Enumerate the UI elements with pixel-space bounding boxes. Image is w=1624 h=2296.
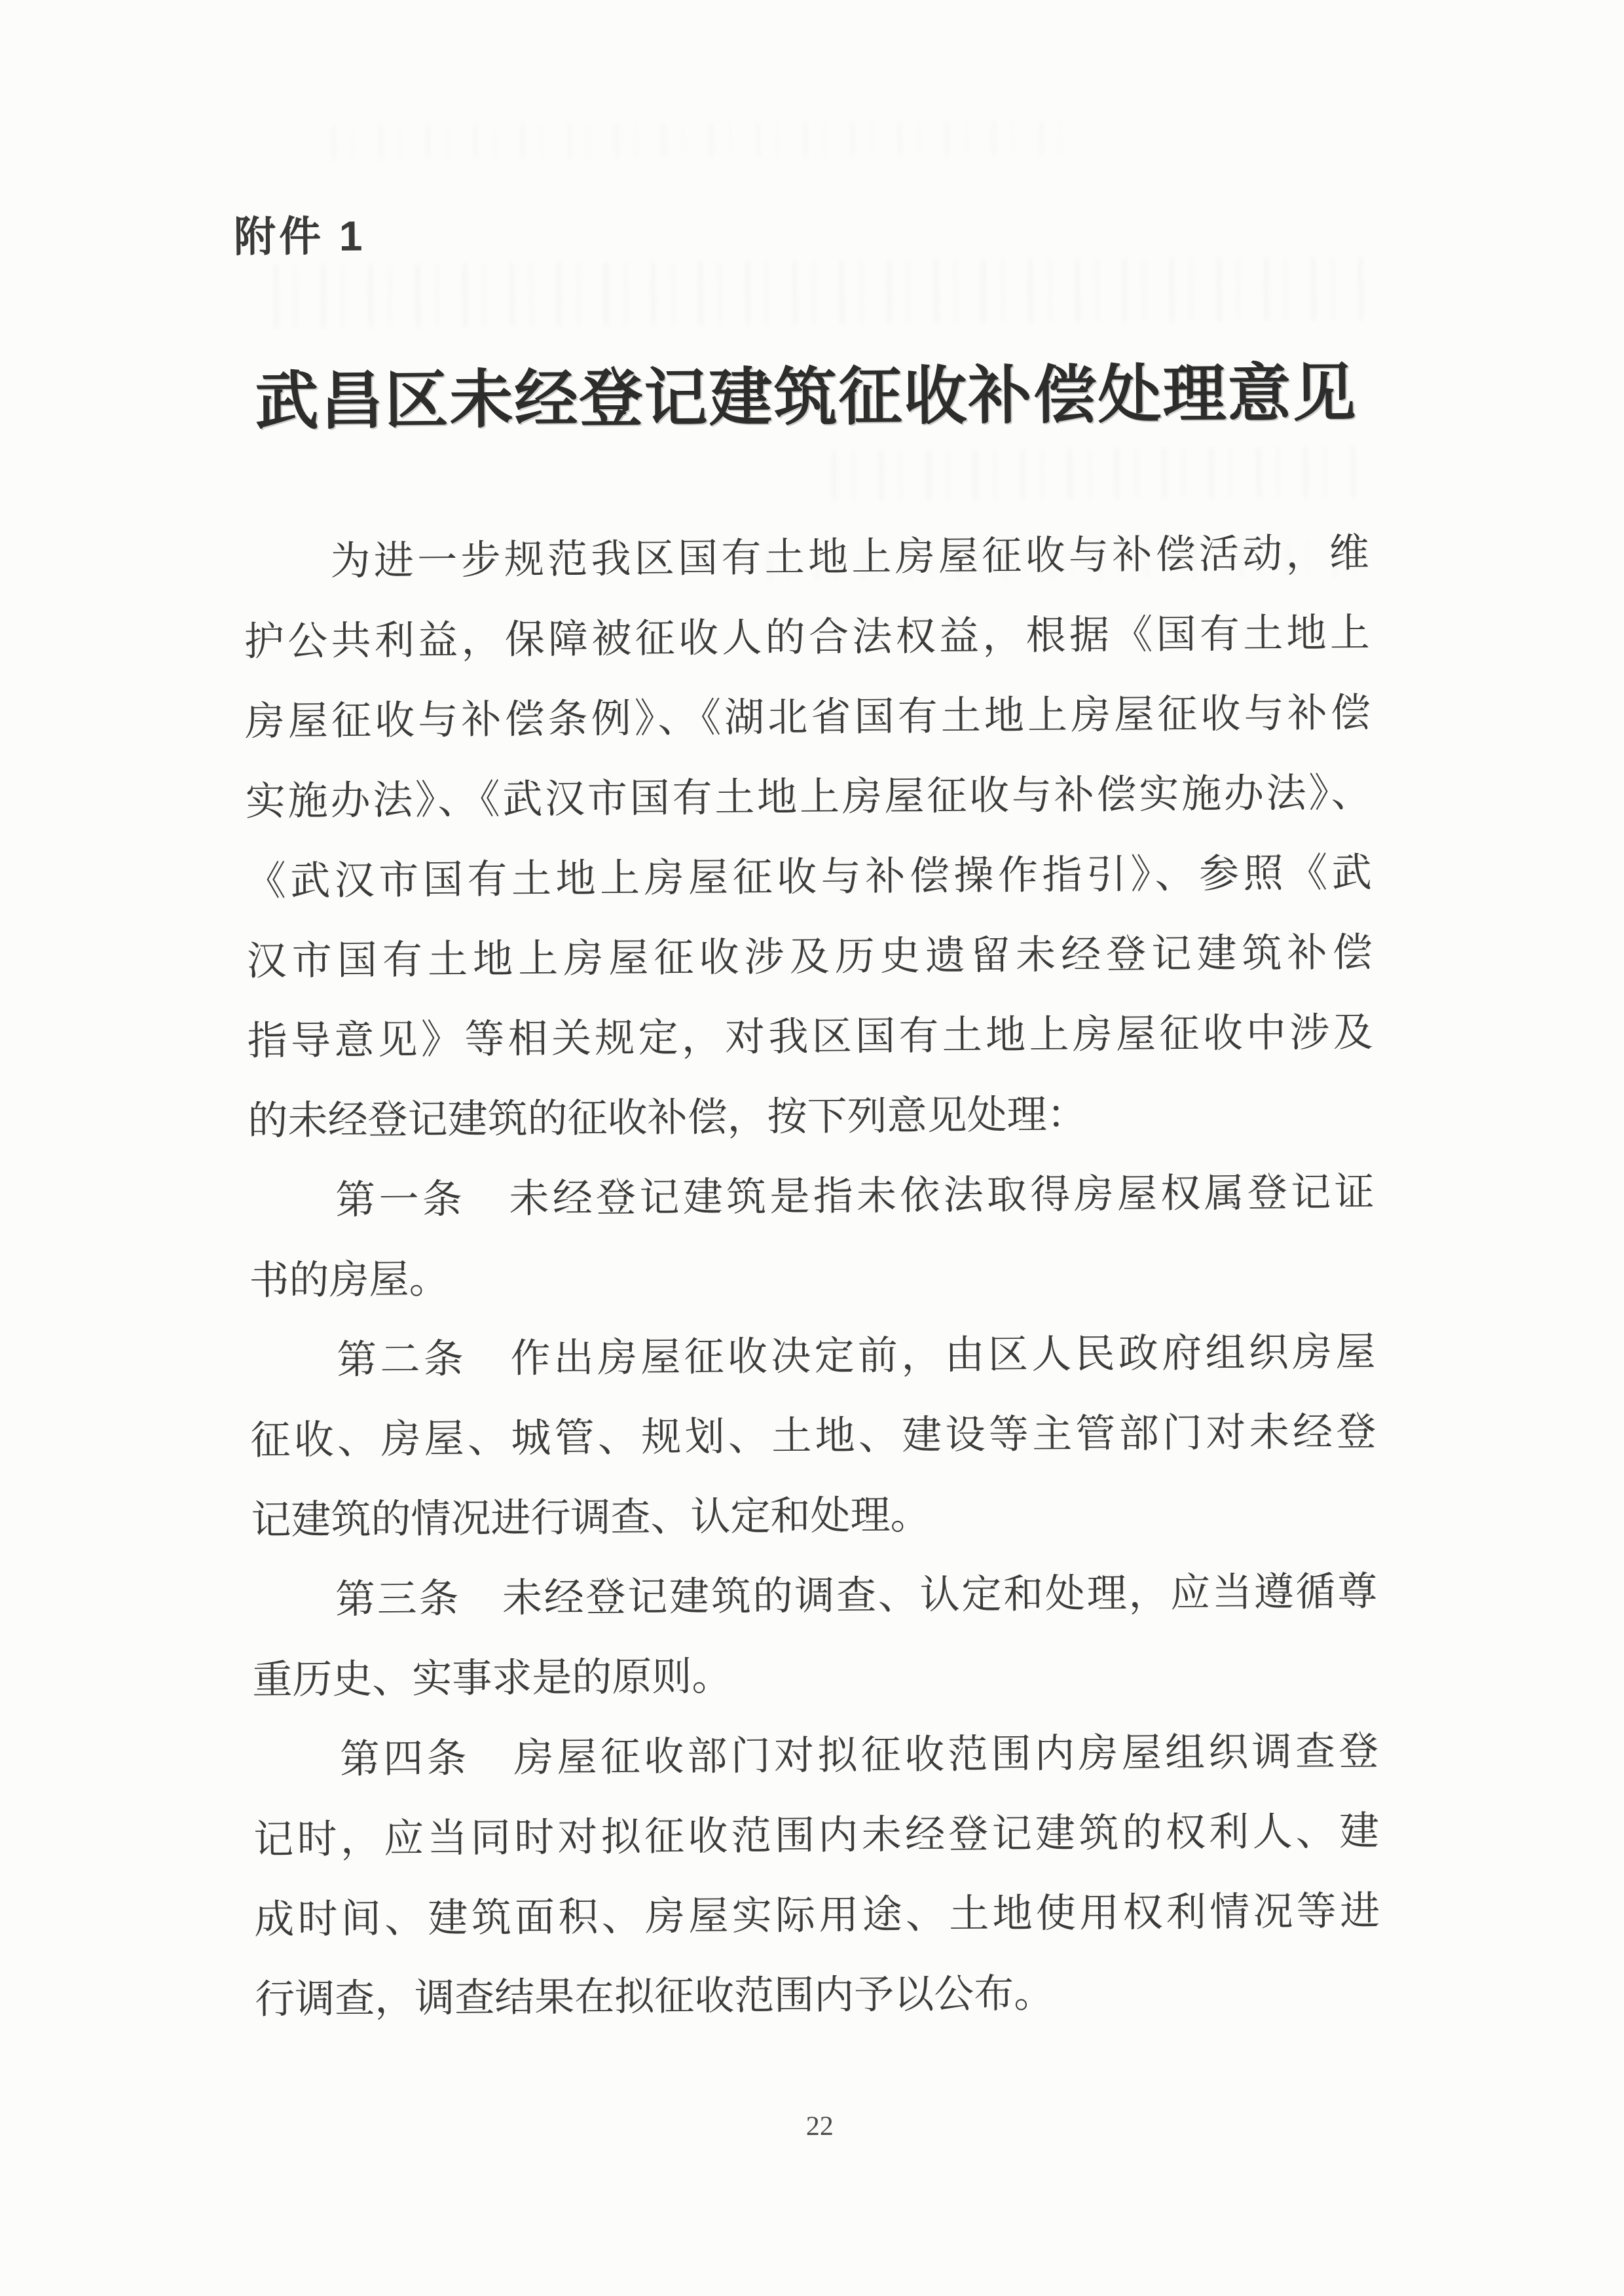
body-line: 重历史、实事求是的原则。 [252,1654,732,1703]
body-line: 征收、房屋、城管、规划、土地、建设等主管部门对未经登 [250,1410,1376,1463]
scan-artifact [274,256,1362,329]
attachment-label: 附件 1 [233,212,366,261]
scan-artifact [833,446,1371,501]
page-number: 22 [805,2111,834,2142]
scan-artifact [333,120,1086,161]
body-line: 行调查，调查结果在拟征收范围内予以公布。 [254,1972,1054,2022]
body-line: 护公共利益，保障被征收人的合法权益，根据《国有土地上 [244,611,1371,665]
body-line: 第一条 未经登记建筑是指未依法取得房屋权属登记证 [248,1171,1375,1224]
body-line: 汉市国有土地上房屋征收涉及历史遗留未经登记建筑补偿 [246,931,1373,984]
body-line: 的未经登记建筑的征收补偿，按下列意见处理： [248,1093,1087,1144]
document-body [243,514,1380,2040]
body-line: 记时，应当同时对拟征收范围内未经登记建筑的权利人、建 [253,1810,1380,1863]
body-line: 第三条 未经登记建筑的调查、认定和处理，应当遵循尊 [251,1570,1378,1623]
body-line: 成时间、建筑面积、房屋实际用途、土地使用权利情况等进 [253,1889,1380,1942]
body-line: 第二条 作出房屋征收决定前，由区人民政府组织房屋 [249,1330,1376,1383]
body-line: 指导意见》等相关规定，对我区国有土地上房屋征收中涉及 [247,1011,1373,1064]
document-title: 武昌区未经登记建筑征收补偿处理意见 [255,357,1357,437]
body-line: 实施办法》、《武汉市国有土地上房屋征收与补偿实施办法》、 [245,771,1372,824]
body-line: 记建筑的情况进行调查、认定和处理。 [251,1493,931,1543]
body-line: 第四条 房屋征收部门对拟征收范围内房屋组织调查登 [253,1730,1379,1783]
body-line: 房屋征收与补偿条例》、《湖北省国有土地上房屋征收与补偿 [244,691,1371,744]
body-line: 书的房屋。 [249,1258,449,1303]
body-line: 为进一步规范我区国有土地上房屋征收与补偿活动，维 [243,532,1370,585]
body-line: 《武汉市国有土地上房屋征收与补偿操作指引》、参照《武 [246,851,1372,904]
